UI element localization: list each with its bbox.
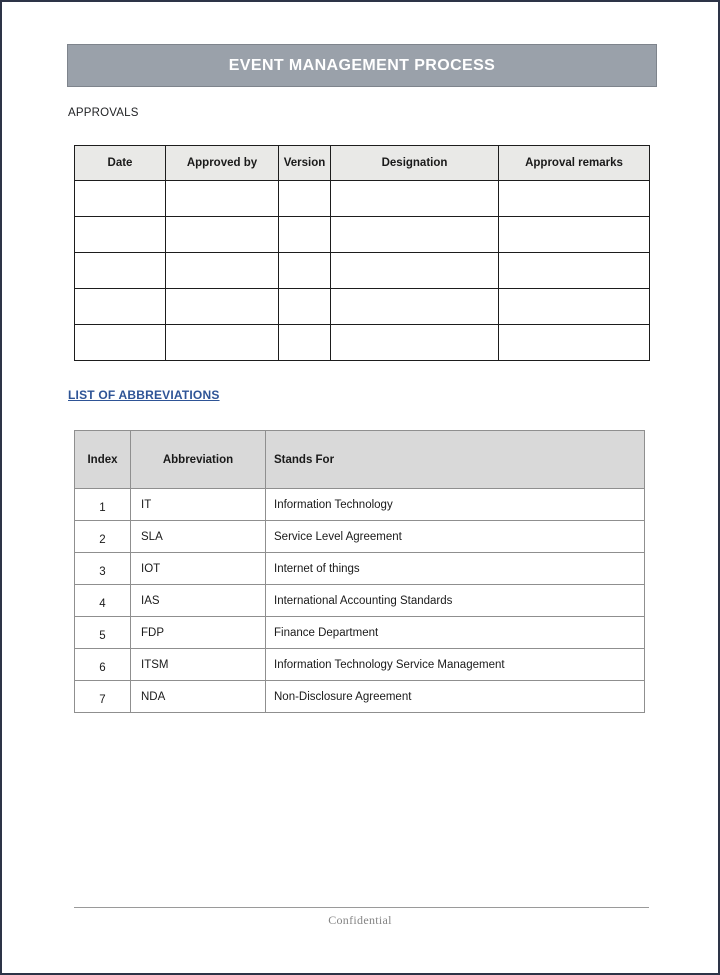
abbreviation-cell: NDA [131,681,266,713]
approvals-section-label: APPROVALS [68,107,139,119]
stands-for-cell: Information Technology [266,489,645,521]
table-row [75,489,645,521]
abbreviations-header-row [75,431,645,489]
abbreviations-header-index: Index [75,431,131,489]
table-row [75,521,645,553]
approvals-empty-row [75,217,650,253]
abbreviation-cell: IAS [131,585,266,617]
abbreviations-header-abbreviation: Abbreviation [131,431,266,489]
table-row [75,617,645,649]
stands-for-cell: Internet of things [266,553,645,585]
approvals-header-date: Date [75,146,166,181]
index-cell: 4 [75,585,131,617]
approvals-header-designation: Designation [331,146,499,181]
list-of-abbreviations-heading[interactable]: LIST OF ABBREVIATIONS [68,388,220,402]
title-banner: EVENT MANAGEMENT PROCESS [67,44,657,87]
approvals-empty-row [75,289,650,325]
table-row [75,681,645,713]
table-row [75,585,645,617]
abbreviation-cell: FDP [131,617,266,649]
abbreviation-cell: IOT [131,553,266,585]
approvals-empty-row [75,253,650,289]
approvals-header-row [75,146,650,181]
index-cell: 6 [75,649,131,681]
table-row [75,553,645,585]
stands-for-cell: Information Technology Service Management [266,649,645,681]
stands-for-cell: Service Level Agreement [266,521,645,553]
abbreviation-cell: SLA [131,521,266,553]
index-cell: 2 [75,521,131,553]
approvals-header-approval-remarks: Approval remarks [499,146,650,181]
stands-for-cell: Non-Disclosure Agreement [266,681,645,713]
index-cell: 5 [75,617,131,649]
abbreviation-cell: IT [131,489,266,521]
index-cell: 7 [75,681,131,713]
abbreviation-cell: ITSM [131,649,266,681]
footer-divider [74,907,649,908]
abbreviations-header-stands-for: Stands For [266,431,645,489]
index-cell: 3 [75,553,131,585]
approvals-empty-row [75,325,650,361]
stands-for-cell: International Accounting Standards [266,585,645,617]
table-row [75,649,645,681]
approvals-header-version: Version [279,146,331,181]
approvals-table [74,145,650,361]
stands-for-cell: Finance Department [266,617,645,649]
approvals-empty-row [75,181,650,217]
approvals-header-approved-by: Approved by [166,146,279,181]
abbreviations-table [74,430,645,713]
index-cell: 1 [75,489,131,521]
footer-confidential-text: Confidential [328,913,392,927]
